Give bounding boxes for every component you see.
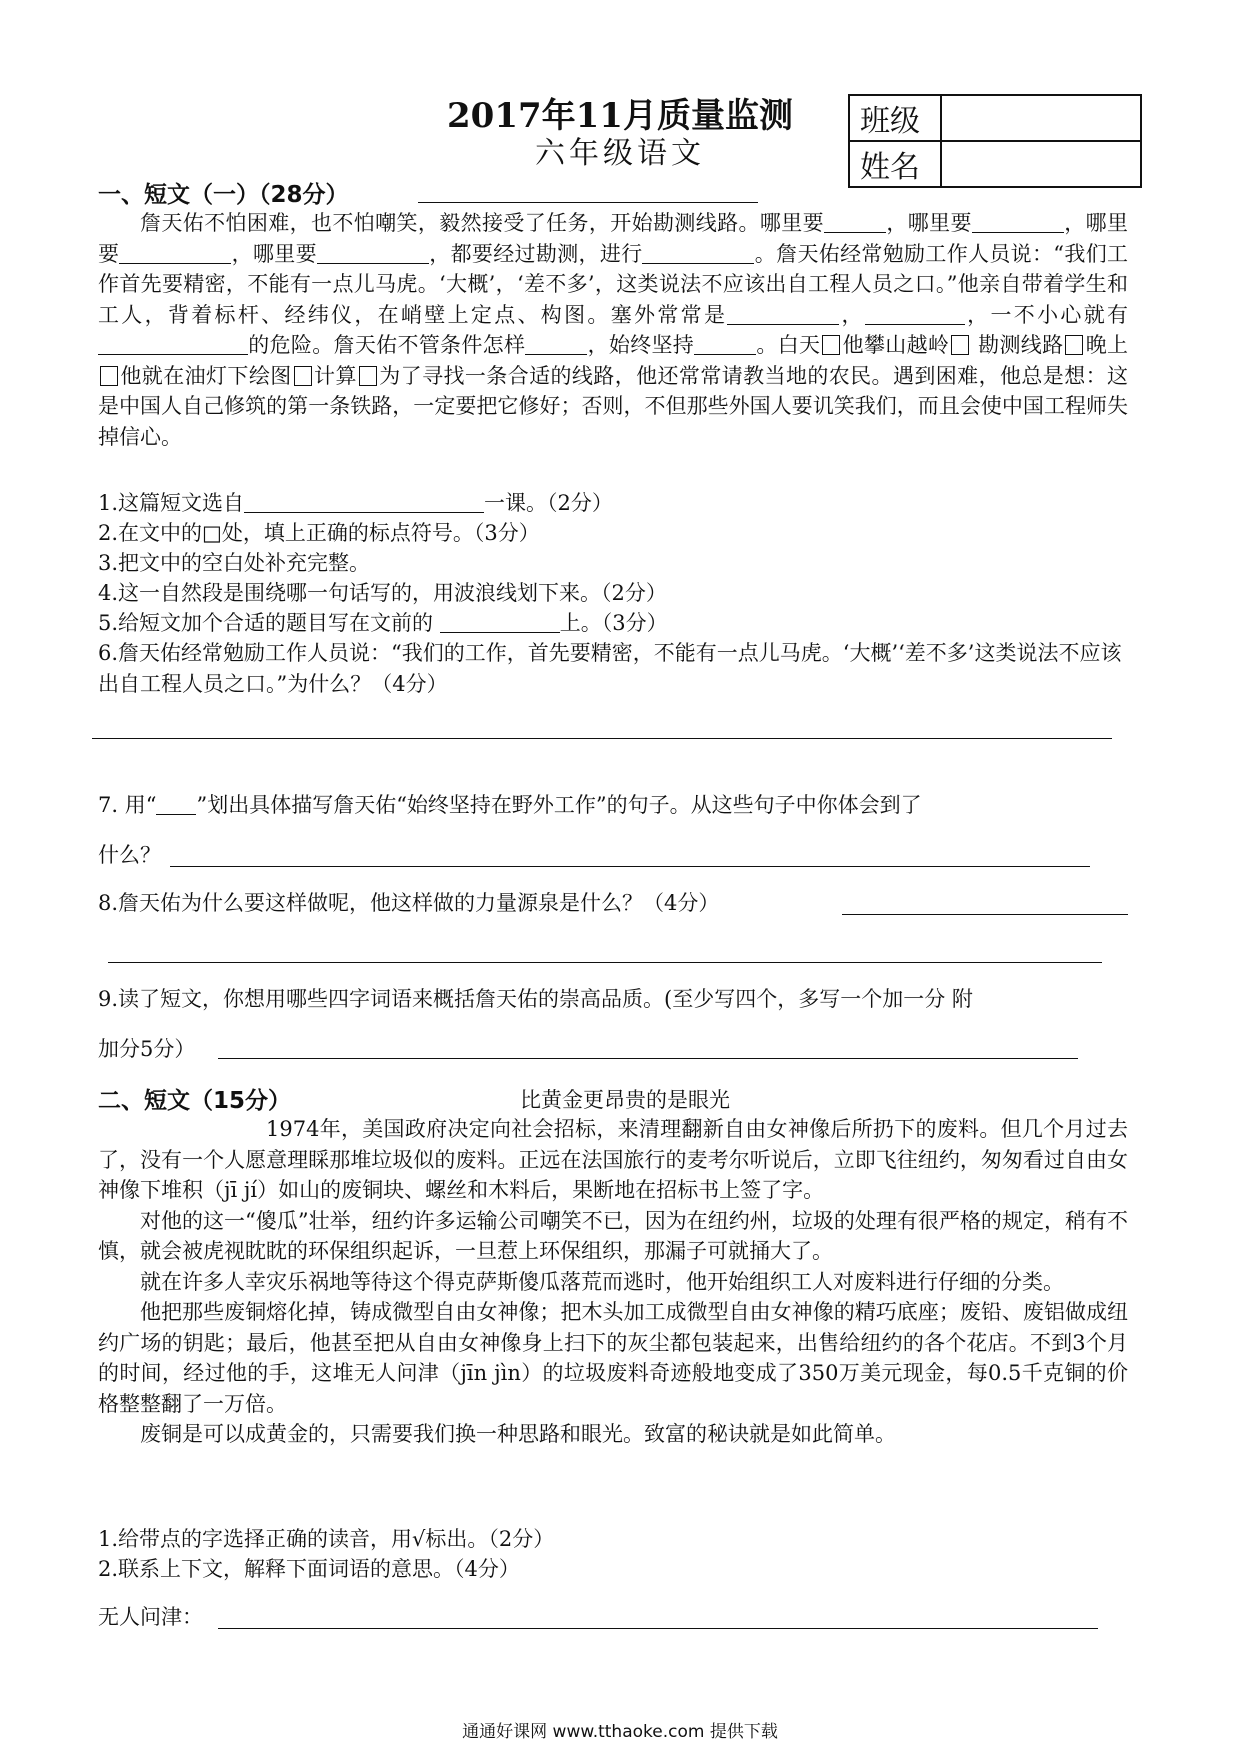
passage-text: ，哪里要 [886, 211, 972, 235]
section2-heading: 二、短文（15分） [98, 1088, 292, 1114]
passage-paragraph: 就在许多人幸灾乐祸地等待这个得克萨斯傻瓜落荒而逃时，他开始组织工人对废料进行仔细的分类。 [140, 1269, 1064, 1294]
answer-line-q9[interactable] [218, 1058, 1078, 1059]
section1-heading: 一、短文（一）（28分） [98, 182, 349, 208]
question-text: 1.这篇短文选自 [98, 491, 245, 515]
question-3: 3.把文中的空白处补充完整。 [98, 551, 371, 575]
question-4: 4.这一自然段是围绕哪一句话写的，用波浪线划下来。（2分） [98, 581, 667, 605]
s2-question-2: 2.联系上下文，解释下面词语的意思。（4分） [98, 1557, 520, 1581]
passage-text: ，哪里要 [231, 241, 317, 266]
answer-blank[interactable] [440, 612, 560, 633]
exam-title: 2017年11月质量监测 [447, 96, 793, 136]
passage-text: 晚上 [1085, 333, 1129, 357]
question-2: 2.在文中的□处，填上正确的标点符号。（3分） [98, 521, 540, 545]
passage-paragraph: 废铜是可以成黄金的，只需要我们换一种思路和眼光。致富的秘诀就是如此简单。 [140, 1422, 896, 1446]
question-8: 8.詹天佑为什么要这样做呢，他这样做的力量源泉是什么？（4分） [98, 891, 720, 915]
class-field[interactable] [941, 95, 1141, 141]
question-9: 9.读了短文，你想用哪些四字词语来概括詹天佑的崇高品质。(至少写四个，多写一个加一分 附 [98, 987, 973, 1011]
question-9-cont: 加分5分） [98, 1037, 196, 1061]
passage-text: ，都要经过勘测，进行 [428, 241, 643, 266]
passage-text: 他就在油灯下绘图 [120, 363, 292, 388]
passage-paragraph: 1974年，美国政府决定向社会招标，来清理翻新自由女神像后所扔下的废料。但几个月过去了，没有一个人愿意理睬那堆垃圾似的废料。正远在法国旅行的麦考尔听说后，立即飞往纽约，匆匆看过自由女神像下堆积（jī jí）如山的废铜块、螺丝和木料后，果断地在招标书上签了字。 [98, 1117, 1128, 1202]
passage-text: 计算 [313, 363, 357, 388]
question-text: 一课。（2分） [484, 491, 613, 515]
footer-credit: 通通好课网 www.tthaoke.com 提供下载 [462, 1722, 778, 1742]
s2-q2-word: 无人问津： [98, 1605, 203, 1629]
question-text: 上。（3分） [559, 611, 668, 635]
blank[interactable] [972, 212, 1064, 233]
punctuation-box[interactable] [822, 335, 840, 355]
passage-paragraph: 他把那些废铜熔化掉，铸成微型自由女神像；把木头加工成微型自由女神像的精巧底座；废铅、废铝做成纽约广场的钥匙；最后，他甚至把从自由女神像身上扫下的灰尘都包装起来，出售给纽约的各个花店。不到3个月的时间，经过他的手，这堆无人问津（jīn jìn）的垃圾废料奇迹般地变成了350万美元现金，每0.5千克铜的价格整整翻了一万倍。 [98, 1300, 1128, 1416]
passage-title: 比黄金更昂贵的是眼光 [520, 1088, 730, 1112]
name-field[interactable] [941, 141, 1141, 187]
blank[interactable] [317, 243, 429, 264]
answer-line-q7[interactable] [170, 866, 1090, 867]
passage-text: 。白天 [756, 333, 821, 357]
passage-text: 他攀山越岭 [842, 333, 950, 357]
question-text: ”划出具体描写詹天佑“始终坚持在野外工作”的句子。从这些句子中你体会到了 [196, 793, 922, 817]
answer-line-s2q2[interactable] [218, 1628, 1098, 1629]
class-label: 班级 [849, 95, 941, 141]
question-text: 5.给短文加个合适的题目写在文前的 [98, 611, 434, 635]
question-5 [98, 608, 1128, 639]
punctuation-box[interactable] [100, 366, 118, 386]
question-1 [98, 488, 1128, 519]
passage-text: 勘测线路 [971, 333, 1064, 357]
question-6: 6.詹天佑经常勉励工作人员说：“我们的工作，首先要精密，不能有一点儿马虎。‘大概’‘差不多’这类说法不应该出自工程人员之口。”为什么？（4分） [98, 641, 1122, 696]
passage-text: ，一不小心就有 [964, 302, 1129, 327]
blank[interactable] [119, 243, 231, 264]
title-answer-line[interactable] [418, 202, 758, 203]
passage-text: ，哪里要 [98, 211, 1128, 266]
underline-sample [156, 794, 196, 815]
blank[interactable] [694, 334, 756, 355]
punctuation-box[interactable] [951, 335, 969, 355]
s2-question-1: 1.给带点的字选择正确的读音，用√标出。（2分） [98, 1527, 555, 1551]
passage-paragraph: 对他的这一“傻瓜”壮举，纽约许多运输公司嘲笑不已，因为在纽约州，垃圾的处理有很严格的规定，稍有不慎，就会被虎视眈眈的环保组织起诉，一旦惹上环保组织，那漏子可就捅大了。 [98, 1208, 1128, 1263]
answer-line-q6[interactable] [92, 738, 1112, 739]
passage-text: 詹天佑不怕困难，也不怕嘲笑，毅然接受了任务，开始勘测线路。哪里要 [140, 211, 824, 235]
punctuation-box[interactable] [294, 366, 312, 386]
blank[interactable] [727, 304, 839, 325]
punctuation-box[interactable] [359, 366, 377, 386]
question-7-cont: 什么？ [98, 843, 161, 867]
exam-subtitle: 六年级语文 [535, 136, 705, 171]
answer-blank[interactable] [244, 492, 484, 513]
passage-text: ，始终坚持 [587, 333, 695, 357]
passage-text: 。詹天佑经常勉励工作人员说：“我们工作首先要精密，不能有一点儿马虎。‘大概’，‘差不多’，这类说法不应该出自工程人员之口。”他亲自带着学生和工人，背着标杆、经纬仪，在峭壁上定点、构图。塞外常常是 [98, 241, 1129, 327]
name-label: 姓名 [849, 141, 941, 187]
blank[interactable] [525, 334, 587, 355]
blank[interactable] [98, 334, 248, 355]
section2-passage [98, 1114, 1128, 1450]
blank[interactable] [865, 304, 965, 325]
section1-passage [98, 208, 1128, 452]
question-7 [98, 790, 1128, 821]
answer-line-q8b[interactable] [108, 962, 1102, 963]
question-text: 7. 用“ [98, 793, 157, 817]
answer-line-q8a[interactable] [842, 914, 1128, 915]
punctuation-box[interactable] [1065, 335, 1083, 355]
passage-text: 为了寻找一条合适的线路，他还常常请教当地的农民。遇到困难，他总是想：这是中国人自己修筑的第一条铁路，一定要把它修好；否则，不但那些外国人要讥笑我们，而且会使中国工程师失掉信心。 [98, 363, 1129, 449]
student-info-table [848, 94, 1142, 188]
blank[interactable] [824, 212, 886, 233]
passage-text: 的危险。詹天佑不管条件怎样 [248, 333, 526, 357]
passage-text: ， [839, 302, 865, 327]
blank[interactable] [642, 243, 754, 264]
